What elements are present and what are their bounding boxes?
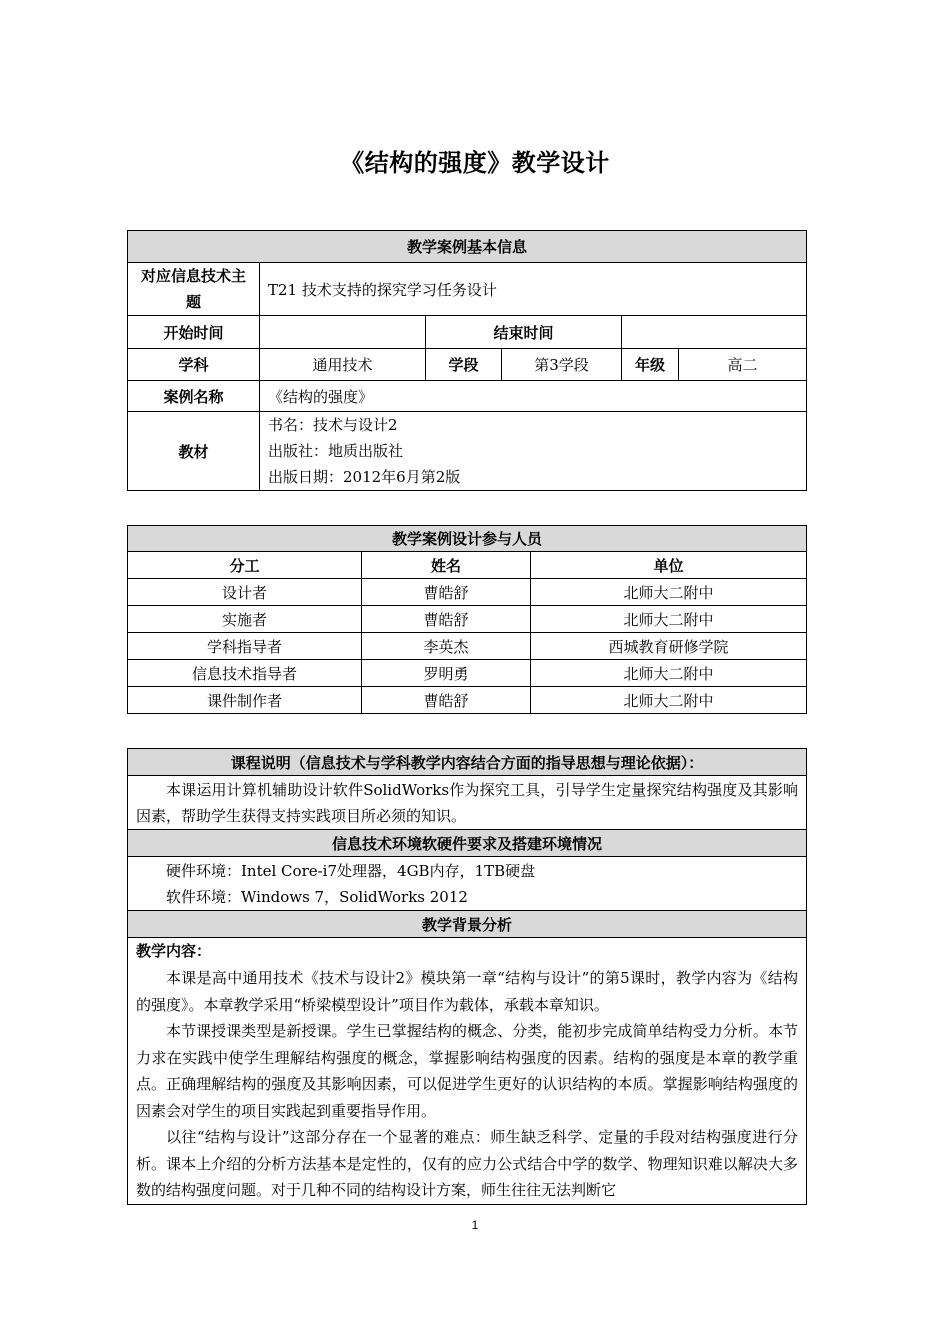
background-paragraph: 本课是高中通用技术《技术与设计2》模块第一章“结构与设计”的第5课时，教学内容为《结构的强度》。本章教学采用“桥梁模型设计”项目作为载体，承载本章知识。: [136, 969, 798, 1014]
page-number: 1: [471, 1218, 479, 1232]
stage-value: 第3学段: [502, 349, 622, 381]
course-text: 本课运用计算机辅助设计软件SolidWorks作为探究工具，引导学生定量探究结构强度及其影响因素，帮助学生获得支持实践项目所必须的知识。: [128, 776, 807, 830]
table-row: [128, 579, 807, 606]
unit-cell: 北师大二附中: [531, 579, 807, 606]
background-paragraph: 以往“结构与设计”这部分存在一个显著的难点：师生缺乏科学、定量的手段对结构强度进行分析。课本上介绍的分析方法基本是定性的，仅有的应力公式结合中学的数学、物理知识难以解决大多数的结构强度问题。对于几种不同的结构设计方案，师生往往无法判断它: [136, 1128, 798, 1199]
subject-label: 学科: [128, 349, 260, 381]
participants-table: [127, 525, 807, 714]
subject-value: 通用技术: [260, 349, 426, 381]
textbook-line: 出版日期：2012年6月第2版: [268, 468, 461, 486]
basic-info-header: 教学案例基本信息: [128, 231, 807, 263]
role-cell: 设计者: [128, 579, 362, 606]
textbook-value: [260, 412, 807, 491]
basic-info-table: [127, 230, 807, 491]
unit-cell: 北师大二附中: [531, 660, 807, 687]
table-row: [128, 633, 807, 660]
teaching-content-heading: 教学内容：: [136, 942, 212, 960]
textbook-line: 出版社：地质出版社: [268, 442, 404, 460]
column-header: 单位: [531, 552, 807, 579]
background-content: [128, 938, 807, 1205]
column-header: 分工: [128, 552, 362, 579]
case-name-value: 《结构的强度》: [260, 381, 807, 412]
participants-header: 教学案例设计参与人员: [128, 526, 807, 552]
grade-value: 高二: [679, 349, 807, 381]
role-cell: 学科指导者: [128, 633, 362, 660]
stage-label: 学段: [426, 349, 502, 381]
name-cell: 曹皓舒: [362, 606, 531, 633]
textbook-label: 教材: [128, 412, 260, 491]
unit-cell: 北师大二附中: [531, 687, 807, 714]
software-line: 软件环境：Windows 7，SolidWorks 2012: [166, 887, 468, 906]
env-content: [128, 857, 807, 911]
table-row: [128, 687, 807, 714]
name-cell: 曹皓舒: [362, 579, 531, 606]
role-cell: 信息技术指导者: [128, 660, 362, 687]
table-row: [128, 606, 807, 633]
grade-label: 年级: [622, 349, 679, 381]
hardware-line: 硬件环境：Intel Core-i7处理器，4GB内存，1TB硬盘: [166, 861, 536, 880]
unit-cell: 北师大二附中: [531, 606, 807, 633]
document-title: 《结构的强度》教学设计: [340, 149, 610, 177]
role-cell: 课件制作者: [128, 687, 362, 714]
end-time-value: [622, 316, 807, 349]
name-cell: 曹皓舒: [362, 687, 531, 714]
role-cell: 实施者: [128, 606, 362, 633]
unit-cell: 西城教育研修学院: [531, 633, 807, 660]
env-header: 信息技术环境软硬件要求及搭建环境情况: [128, 830, 807, 857]
background-header: 教学背景分析: [128, 911, 807, 938]
textbook-line: 书名：技术与设计2: [268, 416, 398, 434]
course-header: 课程说明（信息技术与学科教学内容结合方面的指导思想与理论依据）：: [128, 749, 807, 776]
end-time-label: 结束时间: [426, 316, 622, 349]
background-paragraph: 本节课授课类型是新授课。学生已掌握结构的概念、分类，能初步完成简单结构受力分析。本节力求在实践中使学生理解结构强度的概念，掌握影响结构强度的因素。结构的强度是本章的教学重点。正确理解结构的强度及其影响因素，可以促进学生更好的认识结构的本质。掌握影响结构强度的因素会对学生的项目实践起到重要指导作用。: [136, 1022, 798, 1120]
topic-value: T21 技术支持的探究学习任务设计: [260, 263, 807, 316]
column-header: 姓名: [362, 552, 531, 579]
table-row: [128, 660, 807, 687]
case-name-label: 案例名称: [128, 381, 260, 412]
start-time-label: 开始时间: [128, 316, 260, 349]
start-time-value: [260, 316, 426, 349]
course-table: [127, 748, 807, 1205]
name-cell: 李英杰: [362, 633, 531, 660]
topic-label: 对应信息技术主题: [128, 263, 260, 316]
name-cell: 罗明勇: [362, 660, 531, 687]
